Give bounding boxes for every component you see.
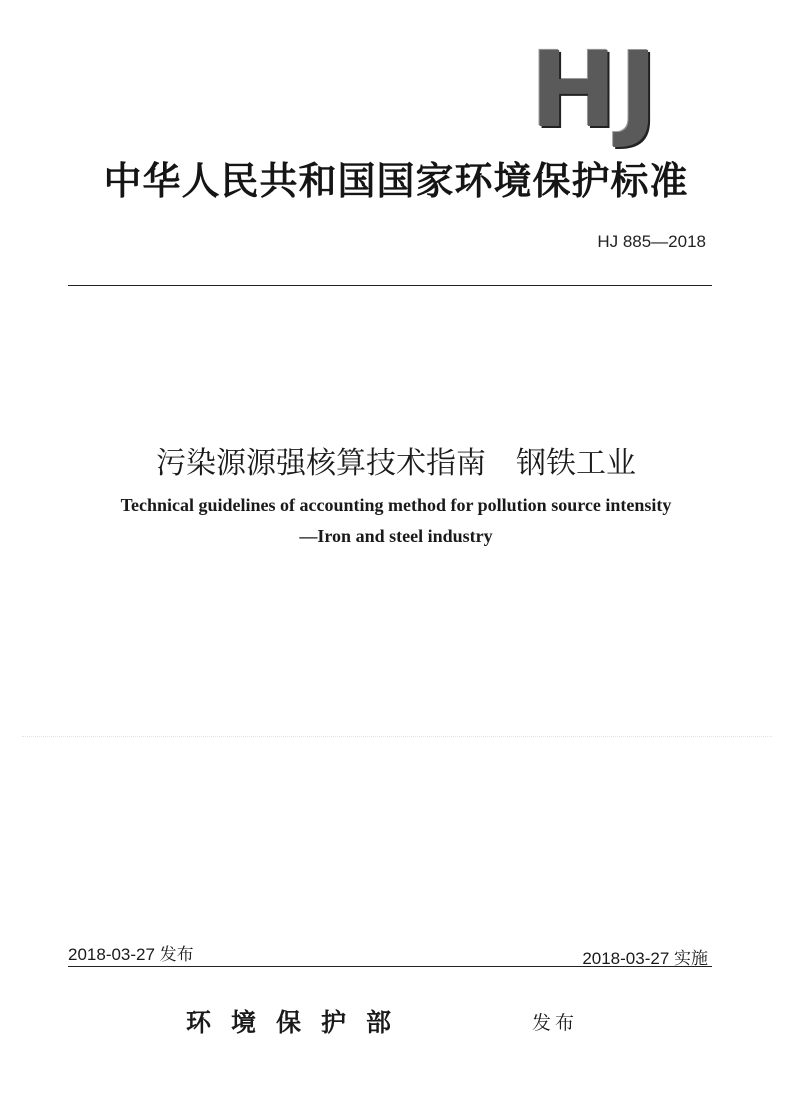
publish-label: 发布	[532, 1012, 579, 1034]
bottom-divider	[68, 966, 712, 967]
document-title-cn-sub: 钢铁工业	[516, 446, 636, 481]
document-title-en-line2: —Iron and steel industry	[299, 526, 493, 546]
publisher-name: 环境保护部	[186, 1008, 412, 1037]
document-title-cn-main: 污染源源强核算技术指南	[156, 446, 486, 481]
standard-code: HJ 885—2018	[597, 232, 706, 251]
document-title-cn	[0, 438, 792, 482]
document-title-en-line1: Technical guidelines of accounting method for pollution source intensity	[120, 495, 672, 515]
issue-date: 2018-03-27 发布	[68, 945, 194, 964]
implementation-date: 2018-03-27 实施	[582, 949, 708, 968]
hj-logo	[530, 29, 702, 151]
hj-logo-text: HJ	[530, 29, 660, 151]
scan-artifact-line	[22, 736, 772, 737]
standard-category-title: 中华人民共和国国家环境保护标准	[103, 158, 689, 203]
top-divider	[68, 285, 712, 286]
